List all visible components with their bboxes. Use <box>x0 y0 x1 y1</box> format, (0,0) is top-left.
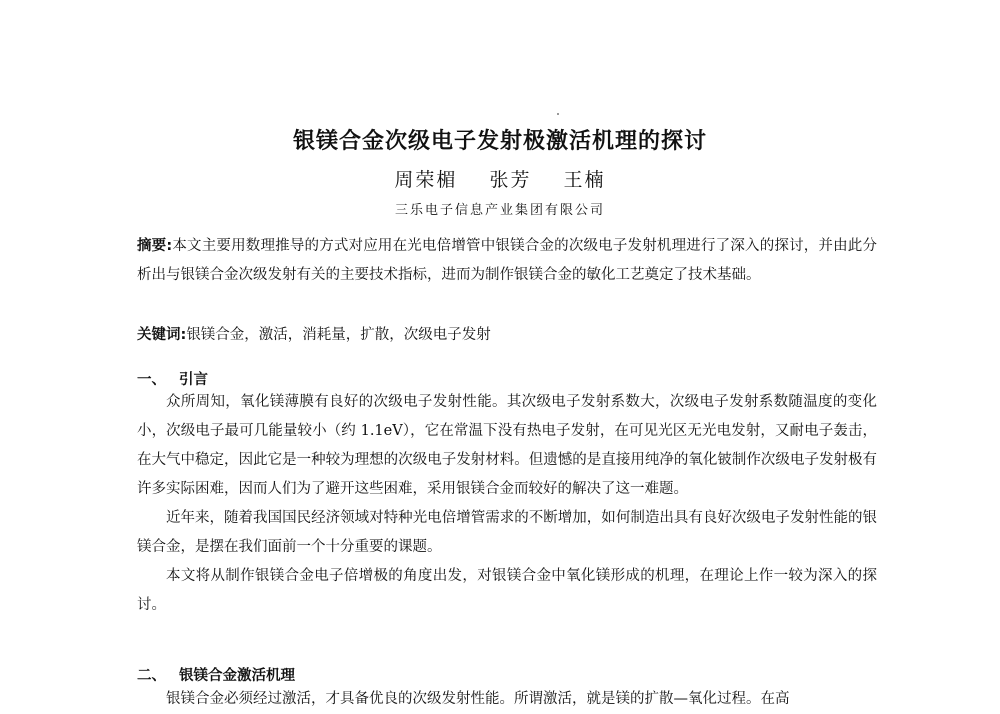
abstract-label: 摘要: <box>137 238 173 254</box>
mechanism-section-body <box>137 685 877 714</box>
section-title: 银镁合金激活机理 <box>179 668 295 684</box>
abstract-text: 本文主要用数理推导的方式对应用在光电倍增管中银镁合金的次级电子发射机理进行了深入的探讨，并由此分析出与银镁合金次级发射有关的主要技术指标，进而为制作银镁合金的敏化工艺奠定了技术基础。 <box>137 238 877 283</box>
intro-section-body <box>137 388 877 620</box>
paragraph: 近年来，随着我国国民经济领域对特种光电倍增管需求的不断增加，如何制造出具有良好次级电子发射性能的银镁合金，是摆在我们面前一个十分重要的课题。 <box>137 510 877 555</box>
section-number: 一、 <box>137 372 166 388</box>
affiliation: 三乐电子信息产业集团有限公司 <box>394 203 605 218</box>
keywords <box>137 321 877 350</box>
author-list <box>0 165 1000 192</box>
author-name: 张芳 <box>489 169 532 191</box>
keywords-text: 银镁合金，激活，消耗量，扩散，次级电子发射 <box>186 327 491 343</box>
section-heading-mechanism <box>137 664 295 685</box>
author-name: 周荣楣 <box>394 169 458 191</box>
paper-title: 银镁合金次级电子发射极激活机理的探讨 <box>292 129 707 154</box>
paragraph: 本文将从制作银镁合金电子倍增极的角度出发，对银镁合金中氧化镁形成的机理，在理论上作一较为深入的探讨。 <box>137 568 877 613</box>
author-name: 王楠 <box>563 169 606 191</box>
keywords-label: 关键词: <box>137 327 187 343</box>
section-heading-intro <box>137 368 208 389</box>
paragraph: 众所周知，氧化镁薄膜有良好的次级电子发射性能。其次级电子发射系数大，次级电子发射系数随温度的变化小，次级电子最可几能量较小（约 1.1eV），它在常温下没有热电子发射，在可见光区无光电发射，又耐电子轰击，在大气中稳定，因此它是一种较为理想的次级电子发射材料。但遗憾的是直接用纯净的氧化铍制作次级电子发射极有许多实际困难，因而人们为了避开这些困难，采用银镁合金而较好的解决了这一难题。 <box>137 394 877 497</box>
abstract <box>137 232 877 290</box>
section-title: 引言 <box>179 372 208 388</box>
paragraph: 银镁合金必须经过激活，才具备优良的次级发射性能。所谓激活，就是镁的扩散—氧化过程。在高 <box>166 691 790 707</box>
section-number: 二、 <box>137 668 166 684</box>
scan-speck <box>557 113 559 115</box>
